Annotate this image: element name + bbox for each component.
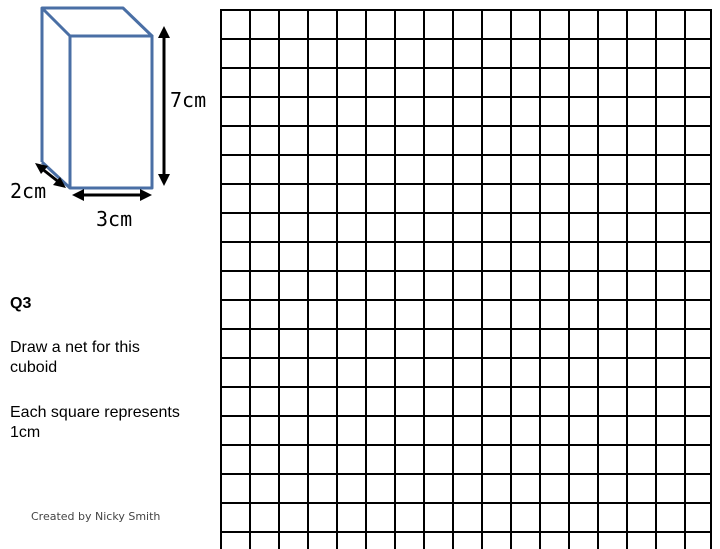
height-arrow bbox=[158, 26, 170, 186]
height-label: 7cm bbox=[170, 88, 207, 112]
cuboid-top-face bbox=[42, 8, 152, 36]
cuboid-diagram bbox=[0, 0, 220, 240]
scale-note: Each square represents 1cm bbox=[10, 404, 180, 441]
author-credit: Created by Nicky Smith bbox=[31, 510, 161, 523]
cuboid-front-face bbox=[70, 36, 152, 188]
width-label: 3cm bbox=[96, 207, 133, 231]
depth-label: 2cm bbox=[10, 179, 47, 203]
question-number: Q3 bbox=[10, 295, 32, 312]
width-arrow bbox=[72, 189, 152, 201]
squared-grid[interactable] bbox=[220, 9, 712, 549]
question-instruction: Draw a net for this cuboid bbox=[10, 339, 140, 376]
